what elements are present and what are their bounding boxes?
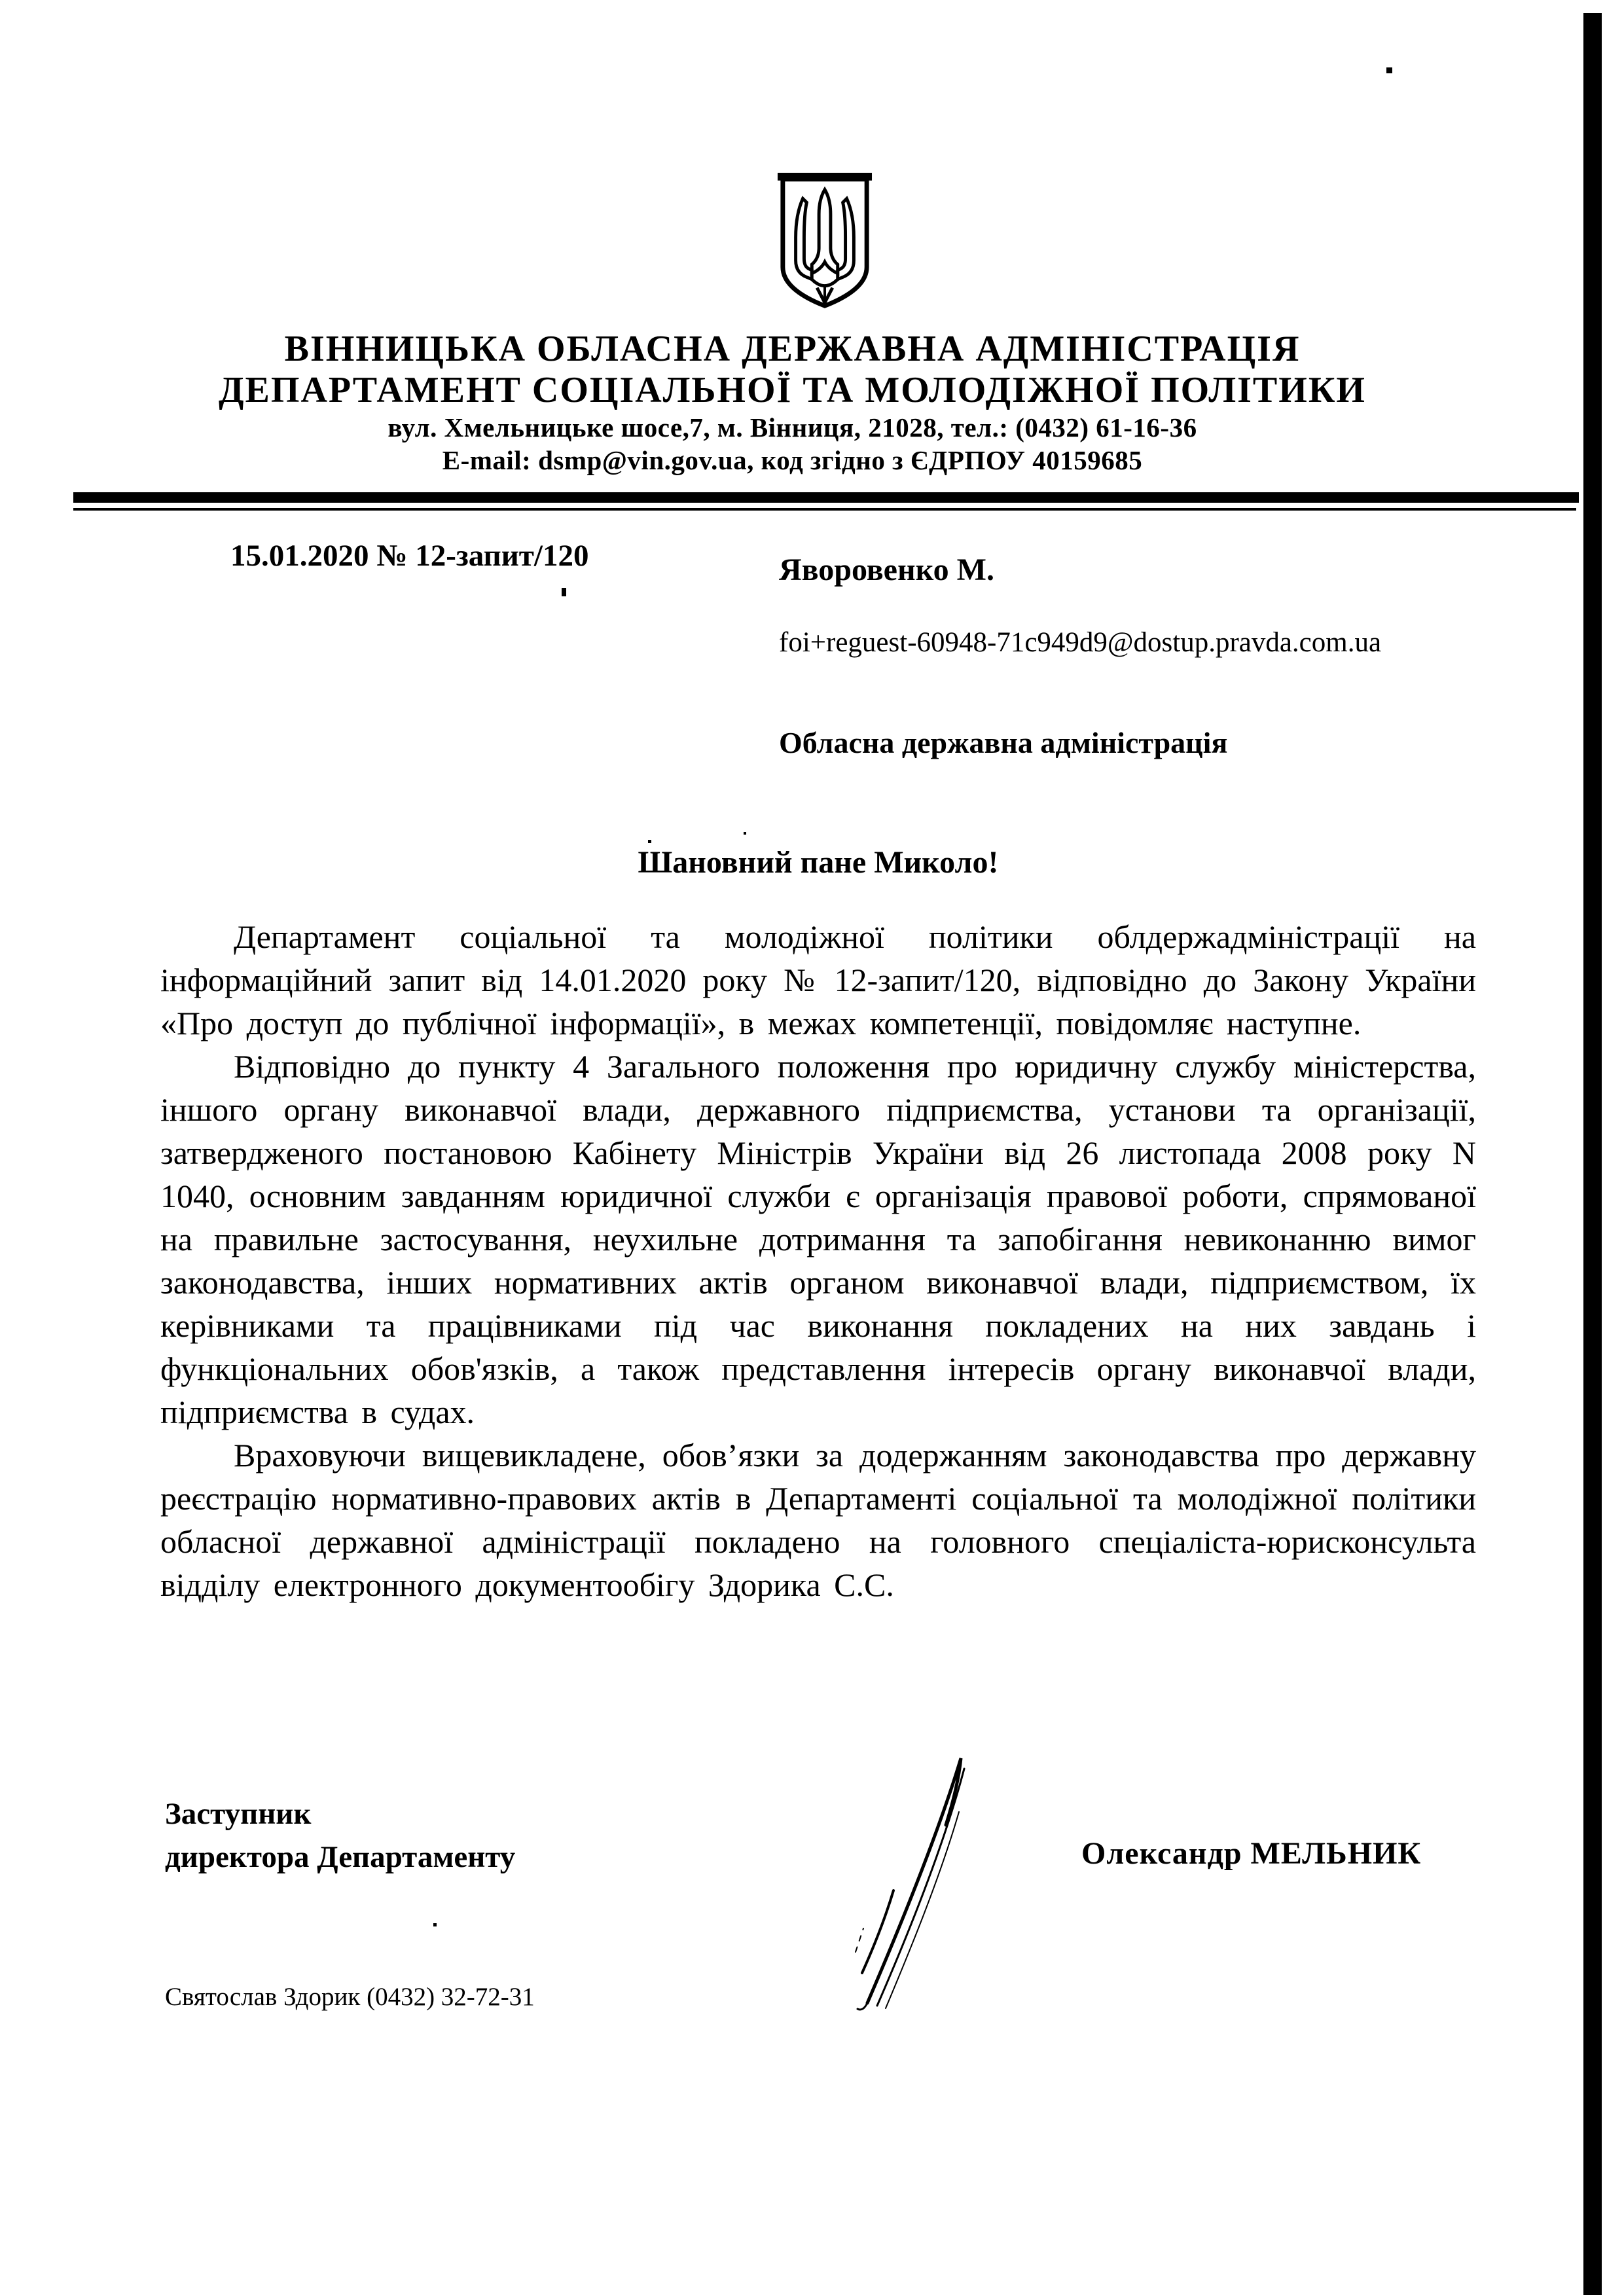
scan-artifact-bar (1583, 13, 1602, 2295)
org-email-line: E-mail: dsmp@vin.gov.ua, код згідно з ЄДРПОУ 40159685 (442, 445, 1143, 475)
scan-speck (562, 588, 566, 596)
signer-position (165, 1792, 515, 1879)
scan-speck (1386, 67, 1392, 73)
ukraine-trident-emblem-icon (776, 172, 873, 313)
recipient-name: Яворовенко М. (779, 552, 994, 587)
recipient-organization: Обласна державна адміністрація (779, 726, 1228, 759)
scan-speck (648, 840, 651, 843)
letterhead (0, 329, 1585, 477)
reference-date-number: 15.01.2020 № 12-запит/120 (230, 539, 589, 573)
signer-name: Олександр МЕЛЬНИК (1081, 1836, 1422, 1871)
executor-contact: Святослав Здорик (0432) 32-72-31 (165, 1983, 535, 2011)
body-paragraph-1: Департамент соціальної та молодіжної політики облдержадміністрації на інформаційний запит від 14.01.2020 року № 12-запит/120, відповідно до Закону України «Про доступ до публічної інформації», в межах компетенції, повідомляє наступне. (160, 918, 1476, 1041)
letterhead-divider-thin (73, 508, 1576, 511)
letter-body (160, 915, 1476, 1606)
org-name-line1: ВІННИЦЬКА ОБЛАСНА ДЕРЖАВНА АДМІНІСТРАЦІЯ (284, 329, 1301, 369)
recipient-email: foi+reguest-60948-71c949d9@dostup.pravda.com.ua (779, 627, 1382, 658)
letterhead-divider-thick (73, 492, 1579, 503)
signer-position-line2: директора Департаменту (165, 1840, 516, 1874)
scan-speck (744, 832, 746, 835)
org-name-line2: ДЕПАРТАМЕНТ СОЦІАЛЬНОЇ ТА МОЛОДІЖНОЇ ПОЛІТИКИ (219, 370, 1366, 410)
body-paragraph-3: Враховуючи вищевикладене, обов’язки за додержанням законодавства про державну реєстрацію нормативно-правових актів в Департаменті соціальної та молодіжної політики обласної державної адміністрації покладено на головного спеціаліста-юрисконсульта відділу електронного документообігу Здорика С.С. (160, 1437, 1476, 1603)
salutation: Шановний пане Миколо! (638, 845, 999, 880)
org-address-line: вул. Хмельницьке шосе,7, м. Вінниця, 21028, тел.: (0432) 61-16-36 (388, 412, 1197, 443)
signer-position-line1: Заступник (165, 1797, 312, 1831)
handwritten-signature-icon (848, 1749, 985, 2011)
scan-speck (433, 1923, 437, 1926)
body-paragraph-2: Відповідно до пункту 4 Загального положення про юридичну службу міністерства, іншого органу виконавчої влади, державного підприємства, установи та організації, затвердженого постановою Кабінету Міністрів України від 26 листопада 2008 року N 1040, основним завданням юридичної служби є організація правової роботи, спрямованої на правильне застосування, неухильне дотримання та запобігання невиконанню вимог законодавства, інших нормативних актів органом виконавчої влади, підприємством, їх керівниками та працівниками під час виконання покладених на них завдань і функціональних обов'язків, а також представлення інтересів органу виконавчої влади, підприємства в судах. (160, 1048, 1476, 1430)
